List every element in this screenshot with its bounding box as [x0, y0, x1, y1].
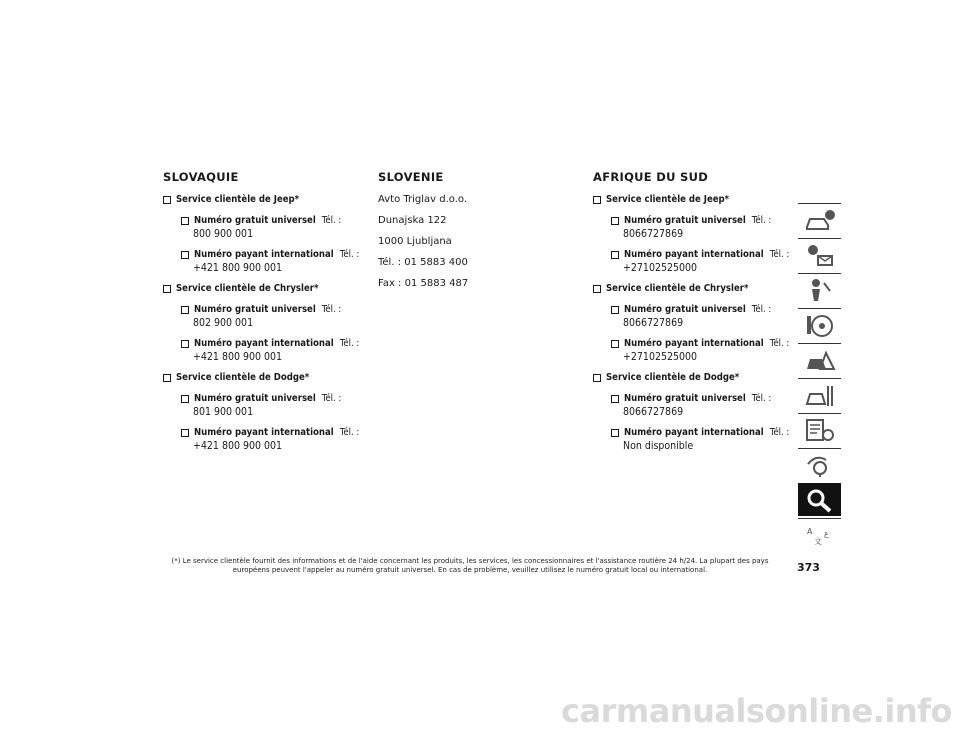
- phone-entry: [611, 393, 793, 418]
- tel-label: Tél. :: [751, 304, 772, 315]
- tel-label: Tél. :: [321, 304, 342, 315]
- svg-text:文: 文: [814, 537, 822, 546]
- phone-entry-label-row: [611, 304, 793, 315]
- checkbox-square-icon: [593, 374, 601, 382]
- service-label: Service clientèle de Chrysler*: [176, 283, 319, 294]
- phone-entry-label-row: [181, 304, 363, 315]
- phone-number: +27102525000: [623, 351, 698, 363]
- tel-label: Tél. :: [769, 338, 790, 349]
- service-label: Service clientèle de Dodge*: [606, 372, 740, 383]
- phone-number: 8066727869: [623, 406, 684, 418]
- service-heading: [163, 372, 363, 383]
- phone-entry: [181, 338, 363, 363]
- tab-car-info[interactable]: [798, 203, 841, 236]
- specifications-list-icon: [804, 417, 836, 443]
- phone-entry-label: Numéro payant international: [624, 427, 764, 438]
- phone-number: 801 900 001: [193, 406, 254, 418]
- slovenie-line: Avto Triglav d.o.o.: [378, 194, 468, 205]
- phone-number: 802 900 001: [193, 317, 254, 329]
- tab-index-languages[interactable]: [798, 518, 841, 551]
- checkbox-square-icon: [611, 395, 619, 403]
- tel-label: Tél. :: [769, 427, 790, 438]
- airbag-safety-icon: [804, 277, 836, 303]
- checkbox-square-icon: [181, 395, 189, 403]
- phone-entry-label: Numéro payant international: [194, 338, 334, 349]
- footnote: (*) Le service clientèle fournit des informations et de l'aide concernant les produits, les services, les concessionnaires et l'assistance routière 24 h/24. La plupart des pays européens peuvent l'appeler au numéro gratuit universel. En cas de problème, veuillez utilisez le numéro gratuit local ou international.: [171, 557, 769, 574]
- phone-entry-label: Numéro gratuit universel: [194, 304, 316, 315]
- tab-search[interactable]: [798, 483, 841, 516]
- service-label: Service clientèle de Jeep*: [176, 194, 300, 205]
- service-label: Service clientèle de Dodge*: [176, 372, 310, 383]
- phone-number: Non disponible: [623, 440, 694, 452]
- checkbox-square-icon: [163, 285, 171, 293]
- phone-entry-label-row: [181, 338, 363, 349]
- phone-entry-label: Numéro payant international: [624, 338, 764, 349]
- page-number: 373: [797, 561, 820, 574]
- phone-entry-label-row: [611, 249, 793, 260]
- tab-steering-wheel[interactable]: [798, 308, 841, 341]
- tab-warning-message[interactable]: [798, 238, 841, 271]
- phone-entry: [181, 304, 363, 329]
- checkbox-square-icon: [593, 196, 601, 204]
- tel-label: Tél. :: [751, 215, 772, 226]
- phone-entry-label-row: [181, 249, 363, 260]
- checkbox-square-icon: [181, 251, 189, 259]
- index-languages-icon: [804, 522, 836, 548]
- tel-label: Tél. :: [339, 249, 360, 260]
- car-info-icon: [804, 207, 836, 233]
- slovenie-line: Dunajska 122: [378, 215, 447, 226]
- phone-entry-label: Numéro gratuit universel: [624, 393, 746, 404]
- slovaquie-services: [163, 194, 363, 452]
- checkbox-square-icon: [611, 306, 619, 314]
- tab-specifications[interactable]: [798, 413, 841, 446]
- service-heading: [163, 194, 363, 205]
- checkbox-square-icon: [611, 340, 619, 348]
- phone-entry-label: Numéro gratuit universel: [624, 304, 746, 315]
- tel-label: Tél. :: [339, 338, 360, 349]
- tel-label: Tél. :: [769, 249, 790, 260]
- service-heading: [593, 372, 793, 383]
- steering-wheel-icon: [804, 312, 836, 338]
- phone-entry-label-row: [611, 338, 793, 349]
- phone-entry-label: Numéro gratuit universel: [194, 215, 316, 226]
- section-title-slovenie: SLOVENIE: [378, 170, 444, 184]
- phone-entry: [181, 249, 363, 274]
- phone-entry-label-row: [611, 215, 793, 226]
- phone-entry: [611, 215, 793, 240]
- phone-entry-label-row: [181, 427, 363, 438]
- checkbox-square-icon: [611, 429, 619, 437]
- phone-number: +421 800 900 001: [193, 351, 283, 363]
- checkbox-square-icon: [181, 340, 189, 348]
- tel-label: Tél. :: [339, 427, 360, 438]
- warning-message-icon: [804, 242, 836, 268]
- phone-entry: [611, 338, 793, 363]
- column-slovenie: [378, 170, 578, 299]
- phone-number: +421 800 900 001: [193, 440, 283, 452]
- phone-entry-label: Numéro payant international: [624, 249, 764, 260]
- slovenie-line: Tél. : 01 5883 400: [378, 257, 468, 268]
- tab-roadside-emergency[interactable]: [798, 343, 841, 376]
- column-afrique-du-sud: [593, 170, 793, 461]
- tel-label: Tél. :: [321, 393, 342, 404]
- phone-number: +27102525000: [623, 262, 698, 274]
- checkbox-square-icon: [163, 196, 171, 204]
- phone-entry-label: Numéro gratuit universel: [194, 393, 316, 404]
- phone-entry: [181, 393, 363, 418]
- phone-entry-label-row: [611, 427, 793, 438]
- phone-entry-label: Numéro payant international: [194, 249, 334, 260]
- tab-airbag-safety[interactable]: [798, 273, 841, 306]
- phone-entry-label-row: [611, 393, 793, 404]
- roadside-emergency-icon: [804, 347, 836, 373]
- checkbox-square-icon: [163, 374, 171, 382]
- phone-entry: [181, 427, 363, 452]
- slovenie-line: 1000 Ljubljana: [378, 236, 452, 247]
- phone-entry: [611, 249, 793, 274]
- phone-entry: [611, 304, 793, 329]
- phone-number: +421 800 900 001: [193, 262, 283, 274]
- phone-number: 800 900 001: [193, 228, 254, 240]
- checkbox-square-icon: [593, 285, 601, 293]
- service-label: Service clientèle de Jeep*: [606, 194, 730, 205]
- tel-label: Tél. :: [321, 215, 342, 226]
- phone-number: 8066727869: [623, 317, 684, 329]
- checkbox-square-icon: [181, 217, 189, 225]
- checkbox-square-icon: [181, 306, 189, 314]
- tel-label: Tél. :: [751, 393, 772, 404]
- phone-number: 8066727869: [623, 228, 684, 240]
- tab-car-service[interactable]: [798, 378, 841, 411]
- section-title-slovaquie: SLOVAQUIE: [163, 170, 239, 184]
- watermark: carmanualsonline.info: [561, 692, 952, 730]
- checkbox-square-icon: [611, 251, 619, 259]
- svg-text:A: A: [807, 527, 813, 536]
- chapter-tabs: [798, 203, 841, 553]
- service-heading: [593, 283, 793, 294]
- phone-entry-label-row: [181, 393, 363, 404]
- checkbox-square-icon: [181, 429, 189, 437]
- checkbox-square-icon: [611, 217, 619, 225]
- service-label: Service clientèle de Chrysler*: [606, 283, 749, 294]
- phone-entry-label-row: [181, 215, 363, 226]
- multimedia-icon: [804, 452, 836, 478]
- service-heading: [163, 283, 363, 294]
- tab-multimedia[interactable]: [798, 448, 841, 481]
- service-heading: [593, 194, 793, 205]
- column-slovaquie: [163, 170, 363, 461]
- phone-entry-label: Numéro payant international: [194, 427, 334, 438]
- phone-entry: [181, 215, 363, 240]
- afrique-services: [593, 194, 793, 452]
- svg-text:ع: ع: [824, 529, 829, 538]
- phone-entry: [611, 427, 793, 452]
- phone-entry-label: Numéro gratuit universel: [624, 215, 746, 226]
- section-title-afrique-du-sud: AFRIQUE DU SUD: [593, 170, 709, 184]
- slovenie-line: Fax : 01 5883 487: [378, 278, 469, 289]
- car-service-tools-icon: [804, 382, 836, 408]
- search-icon: [804, 487, 836, 513]
